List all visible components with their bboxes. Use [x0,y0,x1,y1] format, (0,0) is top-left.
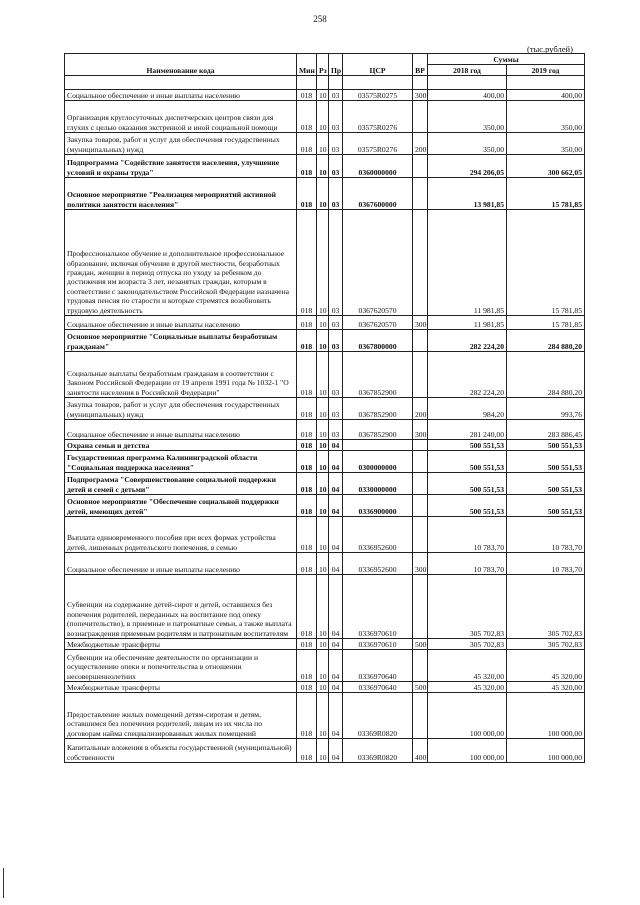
row-csr: 0367620570 [343,316,413,330]
row-pr: 04 [329,650,343,682]
table-row [65,178,585,210]
row-pr: 04 [329,575,343,639]
table-row [65,693,585,739]
row-2019: 500 551,53 [507,473,585,495]
spacer-cell [428,76,507,90]
table-row [65,495,585,517]
row-rz: 10 [317,420,329,440]
row-2019: 350,00 [507,133,585,155]
row-vr [413,155,428,178]
row-name: Основное мероприятие "Социальные выплаты безработным гражданам" [65,330,297,352]
row-2019: 350,00 [507,101,585,133]
row-2019: 10 783,70 [507,517,585,553]
row-2019: 15 781,85 [507,316,585,330]
row-min: 018 [297,352,317,398]
row-min: 018 [297,210,317,316]
spacer-cell [65,76,297,90]
row-vr: 300 [413,553,428,575]
row-name: Основное мероприятие "Обеспечение социальной поддержки детей, имеющих детей" [65,495,297,517]
row-2019: 305 702,83 [507,575,585,639]
row-2018: 500 551,53 [428,473,507,495]
row-2019: 500 551,53 [507,451,585,473]
row-pr: 04 [329,739,343,763]
units-label: (тыс.рублей) [527,44,573,54]
table-row [65,90,585,101]
row-vr: 300 [413,316,428,330]
row-name: Субвенции на обеспечение деятельности по организации и осуществлению опеки и попечительства в отношении несовершеннолетних [65,650,297,682]
row-pr: 03 [329,133,343,155]
row-vr: 500 [413,639,428,650]
row-2019: 45 320,00 [507,682,585,693]
row-pr: 03 [329,155,343,178]
table-row [65,639,585,650]
row-2018: 11 981,85 [428,316,507,330]
row-2019: 100 000,00 [507,693,585,739]
row-rz: 10 [317,133,329,155]
row-min: 018 [297,90,317,101]
table-row [65,133,585,155]
budget-table [64,53,585,763]
row-csr: 0336952600 [343,553,413,575]
row-rz: 10 [317,739,329,763]
row-name: Организация круглосуточных диспетчерских центров связи для глухих с целью оказания экстренной и иной социальной помощи [65,101,297,133]
row-min: 018 [297,155,317,178]
row-min: 018 [297,739,317,763]
row-csr: 0360000000 [343,155,413,178]
row-pr: 04 [329,517,343,553]
row-csr: 0330000000 [343,473,413,495]
spacer-cell [297,76,317,90]
table-row [65,352,585,398]
spacer-cell [317,76,329,90]
row-min: 018 [297,440,317,451]
row-rz: 10 [317,495,329,517]
row-pr: 03 [329,330,343,352]
row-2018: 350,00 [428,133,507,155]
row-rz: 10 [317,639,329,650]
row-2018: 13 981,85 [428,178,507,210]
row-csr: 0367600000 [343,178,413,210]
row-2018: 305 702,83 [428,639,507,650]
row-min: 018 [297,330,317,352]
row-name: Субвенции на содержание детей-сирот и детей, оставшихся без попечения родителей, переданных на воспитание под опеку (попечительство), в приемные и патронатные семьи, а также выплата вознаграждения приемным родителям и патронатным воспитателям [65,575,297,639]
row-2018: 100 000,00 [428,739,507,763]
row-csr: 0336970640 [343,650,413,682]
row-name: Социальное обеспечение и иные выплаты населению [65,420,297,440]
row-rz: 10 [317,650,329,682]
header-2018: 2018 год [428,65,507,76]
header-rz: Рз [317,54,329,76]
row-vr [413,178,428,210]
row-pr: 04 [329,451,343,473]
row-rz: 10 [317,451,329,473]
row-name: Социальное обеспечение и иные выплаты населению [65,553,297,575]
row-vr [413,330,428,352]
table-row [65,575,585,639]
row-min: 018 [297,398,317,420]
row-name: Подпрограмма "Содействие занятости населения, улучшение условий и охраны труда" [65,155,297,178]
row-name: Закупка товаров, работ и услуг для обеспечения государственных (муниципальных) нужд [65,398,297,420]
table-row [65,155,585,178]
table-row [65,739,585,763]
row-csr: 03575R0276 [343,133,413,155]
table-row [65,682,585,693]
row-rz: 10 [317,316,329,330]
row-pr: 03 [329,420,343,440]
row-csr: 03369R0820 [343,739,413,763]
row-name: Капитальные вложения в объекты государственной (муниципальной) собственности [65,739,297,763]
row-name: Закупка товаров, работ и услуг для обеспечения государственных (муниципальных) нужд [65,133,297,155]
spacer-cell [413,76,428,90]
row-2018: 45 320,00 [428,682,507,693]
row-2018: 984,20 [428,398,507,420]
row-csr: 03575R0276 [343,101,413,133]
row-vr [413,517,428,553]
row-vr [413,352,428,398]
row-pr: 04 [329,693,343,739]
table-row [65,650,585,682]
row-2018: 282 224,20 [428,352,507,398]
row-2018: 500 551,53 [428,495,507,517]
row-rz: 10 [317,352,329,398]
row-pr: 03 [329,352,343,398]
row-min: 018 [297,420,317,440]
row-min: 018 [297,133,317,155]
header-pr: Пр [329,54,343,76]
row-csr: 03369R0820 [343,693,413,739]
row-vr [413,575,428,639]
row-pr: 04 [329,639,343,650]
row-2019: 15 781,85 [507,178,585,210]
row-pr: 04 [329,495,343,517]
row-2018: 100 000,00 [428,693,507,739]
row-name: Выплата единовременного пособия при всех формах устройства детей, лишенных родительского попечения, в семью [65,517,297,553]
row-csr: 0336970610 [343,575,413,639]
row-2018: 281 240,00 [428,420,507,440]
row-min: 018 [297,495,317,517]
row-vr [413,495,428,517]
row-rz: 10 [317,517,329,553]
row-rz: 10 [317,90,329,101]
row-2018: 500 551,53 [428,451,507,473]
row-rz: 10 [317,155,329,178]
row-rz: 10 [317,440,329,451]
row-vr: 300 [413,420,428,440]
row-2019: 400,00 [507,90,585,101]
row-name: Социальное обеспечение и иные выплаты населению [65,316,297,330]
row-2019: 300 662,05 [507,155,585,178]
row-2018: 350,00 [428,101,507,133]
row-2019: 45 320,00 [507,650,585,682]
row-name: Государственная программа Калининградской области "Социальная поддержка населения" [65,451,297,473]
row-rz: 10 [317,101,329,133]
margin-mark [3,868,4,898]
row-2019: 500 551,53 [507,440,585,451]
row-vr [413,473,428,495]
row-2018: 294 206,05 [428,155,507,178]
row-name: Социальные выплаты безработным гражданам в соответствии с Законом Российской Федерации от 19 апреля 1991 года № 1032-1 "О занятости населения в Российской Федерации" [65,352,297,398]
row-name: Охрана семьи и детства [65,440,297,451]
row-rz: 10 [317,553,329,575]
row-2019: 305 702,83 [507,639,585,650]
row-rz: 10 [317,210,329,316]
row-vr: 400 [413,739,428,763]
row-csr: 0336900000 [343,495,413,517]
row-vr: 500 [413,682,428,693]
row-pr: 03 [329,398,343,420]
row-min: 018 [297,316,317,330]
row-csr: 0336970640 [343,682,413,693]
row-pr: 03 [329,101,343,133]
row-name: Подпрограмма "Совершенствование социальной поддержки детей и семей с детьми" [65,473,297,495]
row-2019: 284 880,20 [507,330,585,352]
row-2019: 15 781,85 [507,210,585,316]
row-vr [413,210,428,316]
table-row [65,420,585,440]
row-pr: 04 [329,553,343,575]
row-min: 018 [297,575,317,639]
row-pr: 04 [329,682,343,693]
table-row [65,553,585,575]
row-csr: 0336970610 [343,639,413,650]
row-csr: 0367800000 [343,330,413,352]
header-csr: ЦСР [343,54,413,76]
row-rz: 10 [317,473,329,495]
row-csr: 0300000000 [343,451,413,473]
header-name: Наименование кода [65,54,297,76]
row-min: 018 [297,639,317,650]
row-pr: 03 [329,90,343,101]
row-min: 018 [297,473,317,495]
row-rz: 10 [317,398,329,420]
row-name: Социальное обеспечение и иные выплаты населению [65,90,297,101]
row-vr [413,101,428,133]
header-vr: ВР [413,54,428,76]
row-2018: 11 981,85 [428,210,507,316]
row-vr: 200 [413,398,428,420]
table-row [65,101,585,133]
header-sums: Суммы [428,54,585,65]
row-pr: 04 [329,440,343,451]
row-vr: 200 [413,133,428,155]
row-2019: 500 551,53 [507,495,585,517]
spacer-cell [343,76,413,90]
row-2018: 305 702,83 [428,575,507,639]
row-csr: 0367852900 [343,398,413,420]
row-2018: 10 783,70 [428,553,507,575]
row-2019: 100 000,00 [507,739,585,763]
table-row [65,473,585,495]
row-rz: 10 [317,682,329,693]
row-vr [413,693,428,739]
table-row [65,451,585,473]
row-min: 018 [297,517,317,553]
table-body [65,90,585,763]
row-name: Межбюджетные трансферты [65,682,297,693]
row-csr: 0367852900 [343,352,413,398]
spacer-cell [507,76,585,90]
header-2019: 2019 год [507,65,585,76]
row-2018: 400,00 [428,90,507,101]
spacer-cell [329,76,343,90]
row-min: 018 [297,178,317,210]
table-row [65,398,585,420]
row-2019: 993,76 [507,398,585,420]
row-rz: 10 [317,330,329,352]
row-2018: 500 551,53 [428,440,507,451]
row-pr: 04 [329,473,343,495]
row-name: Профессиональное обучение и дополнительное профессиональное образование, включая обучение в другой местности, безработных граждан, женщин в период отпуска по уходу за ребенком до достижения им возраста 3 лет, незанятых граждан, которым в соответствии с законодательством Российской Федерации назначена трудовая пенсия по старости и которые стремятся возобновить трудовую деятельность [65,210,297,316]
row-vr [413,440,428,451]
row-name: Предоставление жилых помещений детям-сиротам и детям, оставшимся без попечения родителей, лицам из их числа по договорам найма специализированных жилых помещений [65,693,297,739]
row-min: 018 [297,693,317,739]
row-pr: 03 [329,316,343,330]
row-csr [343,440,413,451]
row-name: Основное мероприятие "Реализация мероприятий активной политики занятости населения" [65,178,297,210]
row-name: Межбюджетные трансферты [65,639,297,650]
row-rz: 10 [317,178,329,210]
row-vr [413,650,428,682]
row-rz: 10 [317,575,329,639]
row-vr: 300 [413,90,428,101]
row-csr: 0336952600 [343,517,413,553]
row-vr [413,451,428,473]
table-row [65,440,585,451]
table-row [65,316,585,330]
row-2019: 283 886,45 [507,420,585,440]
row-csr: 03575R0275 [343,90,413,101]
table-row [65,210,585,316]
row-2018: 282 224,20 [428,330,507,352]
header-min: Мин [297,54,317,76]
row-2018: 45 320,00 [428,650,507,682]
row-min: 018 [297,682,317,693]
row-2019: 284 880,20 [507,352,585,398]
row-min: 018 [297,553,317,575]
row-min: 018 [297,650,317,682]
row-csr: 0367620570 [343,210,413,316]
row-min: 018 [297,101,317,133]
page-number: 258 [313,14,327,24]
row-pr: 03 [329,210,343,316]
row-2018: 10 783,70 [428,517,507,553]
row-pr: 03 [329,178,343,210]
table-row [65,330,585,352]
row-2019: 10 783,70 [507,553,585,575]
row-rz: 10 [317,693,329,739]
row-csr: 0367852900 [343,420,413,440]
table-row [65,517,585,553]
row-min: 018 [297,451,317,473]
